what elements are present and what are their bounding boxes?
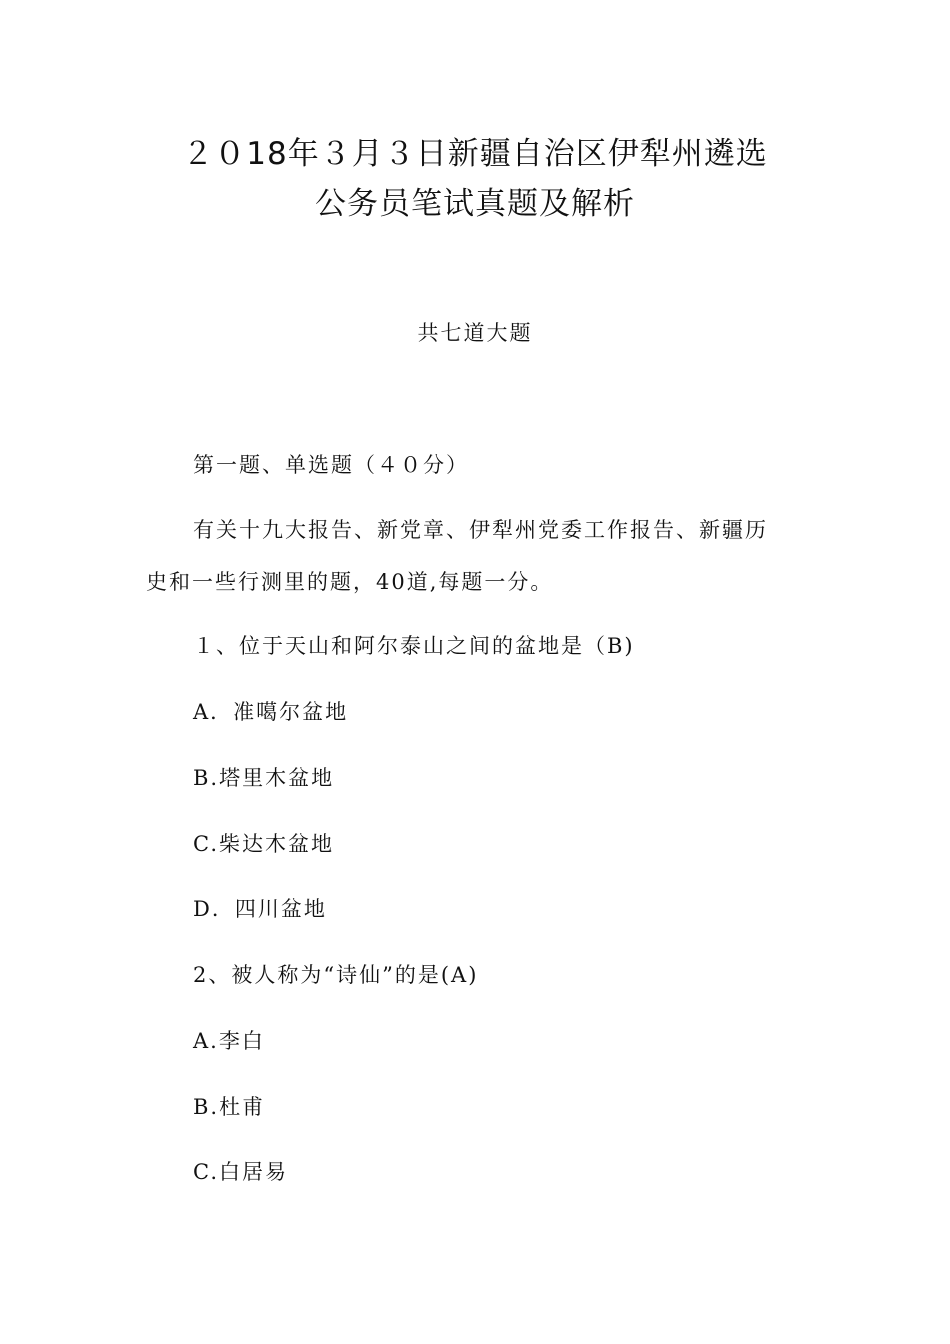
question-2-option-c: C.白居易 <box>193 1160 288 1184</box>
intro-paragraph-line-2: 史和一些行测里的题，40道,每题一分。 <box>146 570 554 594</box>
question-1-option-c: C.柴达木盆地 <box>193 832 334 856</box>
section-heading: 第一题、单选题（４０分） <box>193 453 469 477</box>
document-title-line-1: ２０18年３月３日新疆自治区伊犁州遴选 <box>182 136 768 172</box>
question-2-stem: 2、被人称为“诗仙”的是(A) <box>193 963 479 987</box>
question-1-option-b: B.塔里木盆地 <box>193 766 335 790</box>
document-title-line-2: 公务员笔试真题及解析 <box>315 186 635 222</box>
question-1-stem: １、位于天山和阿尔泰山之间的盆地是（B) <box>193 634 635 658</box>
document-subtitle: 共七道大题 <box>417 321 533 345</box>
question-2-option-a: A.李白 <box>193 1029 265 1053</box>
question-1-option-a: A．准噶尔盆地 <box>193 700 349 724</box>
question-2-option-b: B.杜甫 <box>193 1095 266 1119</box>
question-1-option-d: D．四川盆地 <box>193 897 327 921</box>
intro-paragraph-line-1: 有关十九大报告、新党章、伊犁州党委工作报告、新疆历 <box>193 518 768 542</box>
